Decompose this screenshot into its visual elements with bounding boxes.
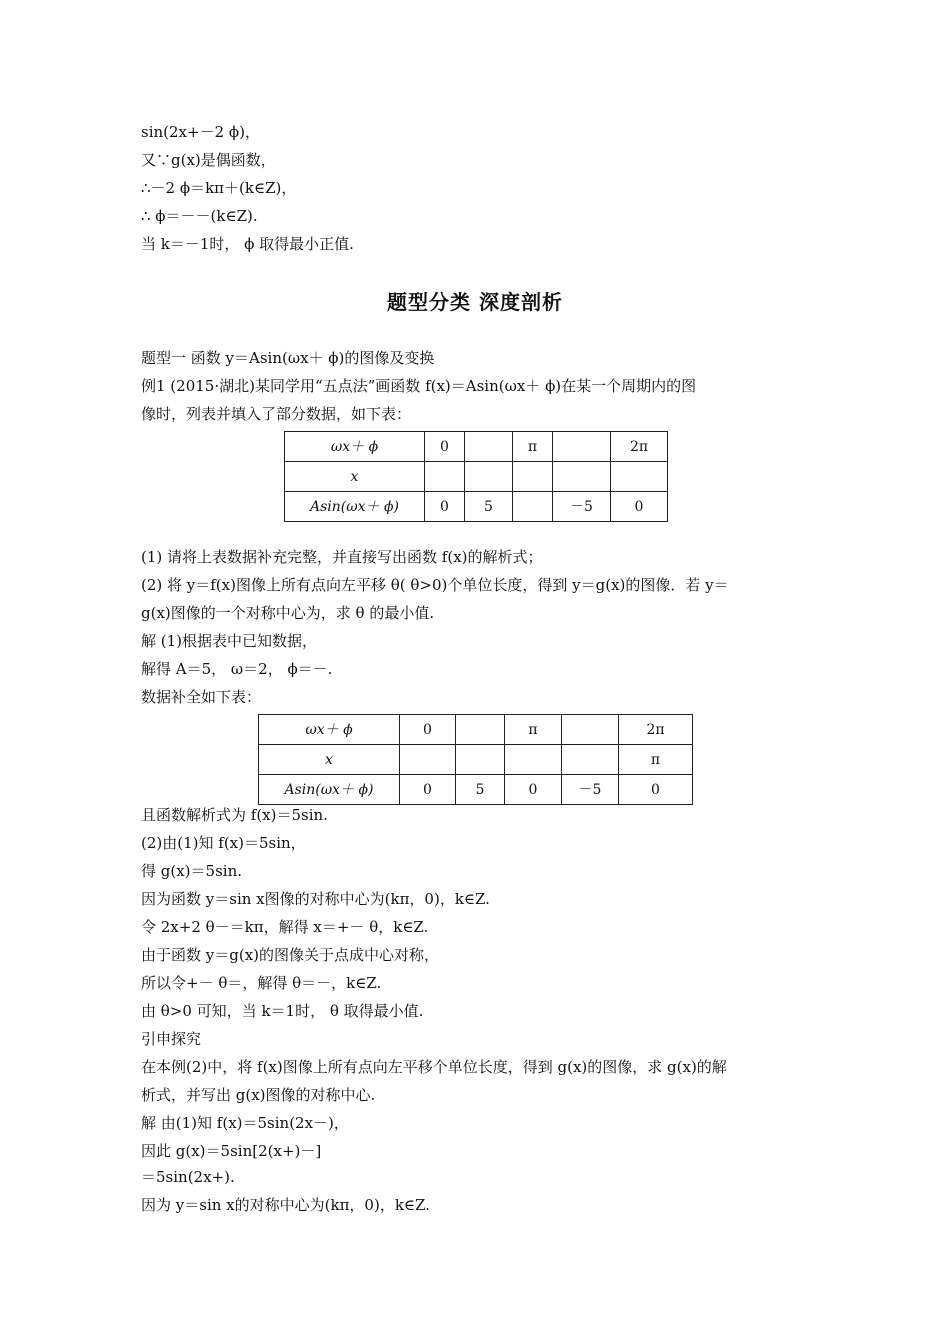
table-cell: ωx＋ ϕ	[285, 432, 425, 462]
question-line: g(x)图像的一个对称中心为，求 θ 的最小值.	[141, 604, 435, 622]
table-cell: 0	[425, 492, 465, 522]
extension-line: 析式，并写出 g(x)图像的对称中心.	[141, 1086, 376, 1104]
table-cell: 2π	[619, 715, 693, 745]
table-cell	[562, 745, 619, 775]
example-line: 例1 (2015·湖北)某同学用“五点法”画函数 f(x)＝Asin(ωx＋ ϕ)在某一个周期内的图	[141, 377, 697, 395]
solution-line: 解得 A＝5， ω＝2， ϕ＝－.	[141, 660, 333, 678]
table-cell: 0	[611, 492, 668, 522]
table-cell	[611, 462, 668, 492]
question-line: (2) 将 y＝f(x)图像上所有点向左平移 θ( θ>0)个单位长度，得到 y＝g(x)的图像．若 y＝	[141, 576, 729, 594]
table-cell	[400, 745, 456, 775]
solution-line: ＝5sin(2x+).	[141, 1168, 235, 1186]
table-cell	[513, 462, 553, 492]
table-cell: 0	[619, 775, 693, 805]
table-row	[285, 432, 668, 462]
table-cell: Asin(ωx＋ ϕ)	[259, 775, 400, 805]
table-cell: ωx＋ ϕ	[259, 715, 400, 745]
table-cell	[456, 745, 505, 775]
table-cell	[553, 462, 611, 492]
solution-line: 因此 g(x)＝5sin[2(x+)－]	[141, 1142, 322, 1160]
section-heading: 题型分类 深度剖析	[387, 290, 563, 314]
table-cell	[553, 432, 611, 462]
solution-line: 解 由(1)知 f(x)＝5sin(2x－)，	[141, 1114, 349, 1132]
text-line: 又∵g(x)是偶函数，	[141, 151, 276, 169]
solution-line: 因为函数 y＝sin x图像的对称中心为(kπ，0)，k∈Z.	[141, 890, 490, 908]
table-cell: 2π	[611, 432, 668, 462]
table-cell	[465, 432, 513, 462]
table-row	[259, 745, 693, 775]
table-cell: 0	[400, 715, 456, 745]
solution-line: 由于函数 y＝g(x)的图像关于点成中心对称，	[141, 946, 440, 964]
table-cell: x	[285, 462, 425, 492]
table-row	[259, 715, 693, 745]
extension-line: 在本例(2)中，将 f(x)图像上所有点向左平移个单位长度，得到 g(x)的图像，求 g(x)的解	[141, 1058, 727, 1076]
text-line: ∴－2 ϕ＝kπ＋(k∈Z)，	[141, 179, 297, 197]
table-row	[259, 775, 693, 805]
table-cell: x	[259, 745, 400, 775]
table-cell	[465, 462, 513, 492]
table-row	[285, 492, 668, 522]
data-table-partial	[284, 431, 668, 522]
solution-line: 因为 y＝sin x的对称中心为(kπ，0)，k∈Z.	[141, 1196, 430, 1214]
solution-line: (2)由(1)知 f(x)＝5sin，	[141, 834, 306, 852]
table-cell: －5	[553, 492, 611, 522]
table-cell: 0	[400, 775, 456, 805]
solution-line: 数据补全如下表：	[141, 688, 262, 706]
solution-line: 所以令+－ θ＝，解得 θ＝－，k∈Z.	[141, 974, 382, 992]
table-cell: 5	[456, 775, 505, 805]
table-cell: π	[513, 432, 553, 462]
solution-line: 令 2x+2 θ－＝kπ，解得 x＝+－ θ，k∈Z.	[141, 918, 429, 936]
table-cell	[505, 745, 562, 775]
solution-line: 得 g(x)＝5sin.	[141, 862, 243, 880]
table-row	[285, 462, 668, 492]
table-cell: Asin(ωx＋ ϕ)	[285, 492, 425, 522]
extension-heading: 引申探究	[141, 1030, 202, 1048]
table-cell: 5	[465, 492, 513, 522]
table-cell	[425, 462, 465, 492]
solution-line: 且函数解析式为 f(x)＝5sin.	[141, 806, 328, 824]
table-cell: 0	[425, 432, 465, 462]
question-line: (1) 请将上表数据补充完整，并直接写出函数 f(x)的解析式；	[141, 548, 543, 566]
solution-line: 解 (1)根据表中已知数据，	[141, 632, 318, 650]
table-cell: π	[619, 745, 693, 775]
data-table-complete	[258, 714, 693, 805]
text-line: ∴ ϕ＝－－(k∈Z).	[141, 207, 258, 225]
table-cell: －5	[562, 775, 619, 805]
table-cell: 0	[505, 775, 562, 805]
example-line: 像时，列表并填入了部分数据，如下表：	[141, 405, 412, 423]
problem-type-heading: 题型一 函数 y＝Asin(ωx＋ ϕ)的图像及变换	[141, 349, 435, 367]
table-cell: π	[505, 715, 562, 745]
text-line: 当 k＝－1时， ϕ 取得最小正值.	[141, 235, 354, 253]
solution-line: 由 θ>0 可知，当 k＝1时， θ 取得最小值.	[141, 1002, 424, 1020]
text-line: sin(2x+－2 ϕ)，	[141, 123, 260, 141]
table-cell	[562, 715, 619, 745]
table-cell	[513, 492, 553, 522]
table-cell	[456, 715, 505, 745]
